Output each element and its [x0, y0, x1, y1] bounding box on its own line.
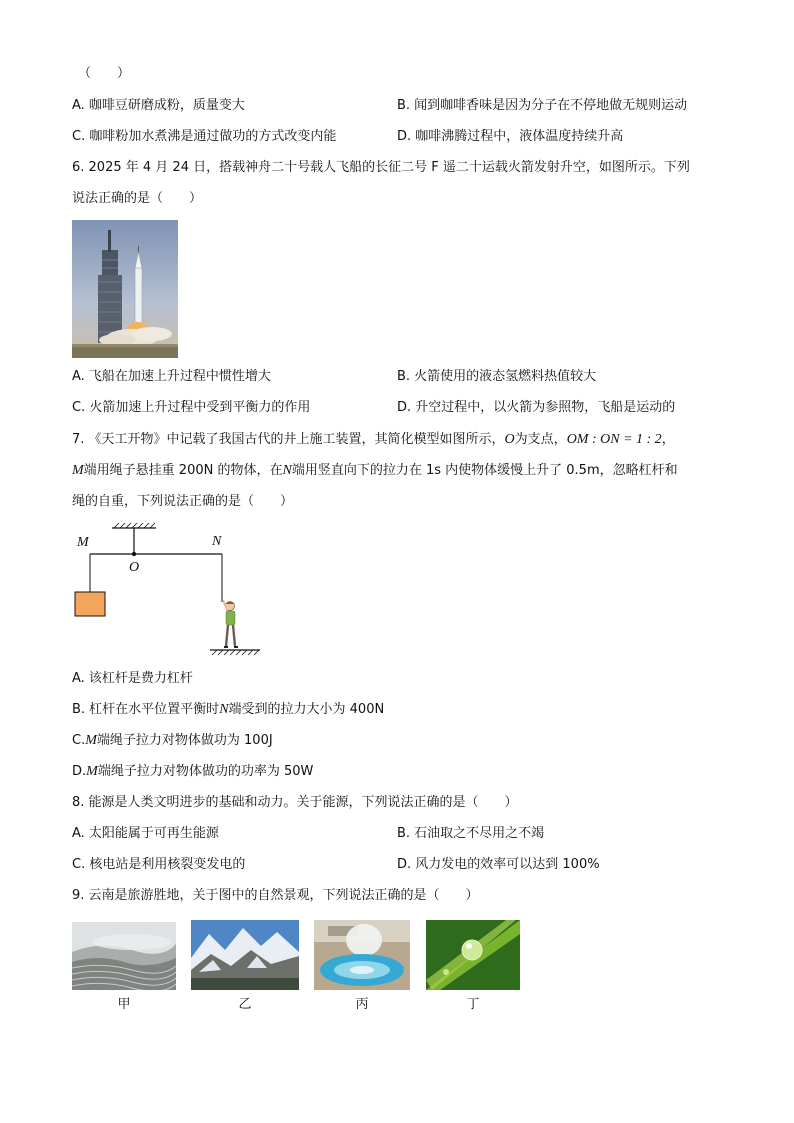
q7-stem-line1: [72, 432, 675, 449]
q7-option-c-pre: C.: [72, 733, 86, 748]
photo-dew-drop: [426, 920, 520, 990]
q8-option-d: D. 风力发电的效率可以达到 100%: [397, 857, 600, 872]
diagram-label-n: N: [212, 534, 222, 549]
q7-option-c-m: M: [85, 733, 97, 748]
q7-option-a: A. 该杠杆是费力杠杆: [72, 671, 193, 686]
q7-option-d-post: 端绳子拉力对物体做功的功率为 50W: [97, 764, 314, 779]
q5-option-a: A. 咖啡豆研磨成粉，质量变大: [72, 98, 245, 113]
q7-stem-text-b: 为支点，: [514, 432, 567, 447]
q9-stem: 9. 云南是旅游胜地，关于图中的自然景观，下列说法正确的是（ ）: [72, 888, 479, 903]
q7-stem-text-c: 端用绳子悬挂重 200N 的物体，在: [83, 463, 283, 478]
q6-option-c: C. 火箭加速上升过程中受到平衡力的作用: [72, 400, 311, 415]
q5-option-d: D. 咖啡沸腾过程中，液体温度持续升高: [397, 129, 624, 144]
q7-pivot-symbol: O: [504, 432, 515, 447]
caption-bing: 丙: [355, 997, 369, 1012]
q6-option-a: A. 飞船在加速上升过程中惯性增大: [72, 369, 271, 384]
diagram-label-m: M: [77, 535, 89, 550]
q6-stem-line1: 6. 2025 年 4 月 24 日，搭载神舟二十号载人飞船的长征二号 F 遥二十运载火箭发射升空，如图所示。下列: [72, 160, 690, 175]
q7-option-b: [72, 702, 384, 719]
caption-ding: 丁: [466, 997, 480, 1012]
photo-snow-mountains: [191, 920, 299, 990]
q8-stem: 8. 能源是人类文明进步的基础和动力。关于能源，下列说法正确的是（ ）: [72, 795, 518, 810]
q7-ratio-formula: OM : ON = 1 : 2: [566, 432, 662, 447]
q7-option-c-post: 端绳子拉力对物体做功为 100J: [96, 733, 273, 748]
lever-diagram: [70, 520, 270, 660]
q7-stem-line2: [72, 463, 678, 480]
q7-stem-text-a: 7. 《天工开物》中记载了我国古代的井上施工装置，其简化模型如图所示，: [72, 432, 505, 447]
q6-stem-line2: 说法正确的是（ ）: [72, 191, 203, 206]
photo-fog-terraces: [72, 922, 176, 990]
q7-stem-text-end: ，: [661, 432, 675, 447]
q6-option-d: D. 升空过程中，以火箭为参照物，飞船是运动的: [397, 400, 676, 415]
q8-option-a: A. 太阳能属于可再生能源: [72, 826, 219, 841]
q7-option-b-post: 端受到的拉力大小为 400N: [228, 702, 385, 717]
q7-option-c: [72, 733, 273, 750]
diagram-label-o: O: [129, 560, 140, 575]
q8-option-c: C. 核电站是利用核裂变发电的: [72, 857, 246, 872]
caption-jia: 甲: [117, 997, 131, 1012]
q7-m-symbol: M: [72, 463, 84, 478]
q8-option-b: B. 石油取之不尽用之不竭: [397, 826, 545, 841]
photo-hot-spring: [314, 920, 410, 990]
q5-option-c: C. 咖啡粉加水煮沸是通过做功的方式改变内能: [72, 129, 337, 144]
q7-option-d-pre: D.: [72, 764, 87, 779]
person-pulling-icon: [223, 600, 238, 647]
q5-option-b: B. 闻到咖啡香味是因为分子在不停地做无规则运动: [397, 98, 688, 113]
q7-stem-line3: 绳的自重，下列说法正确的是（ ）: [72, 494, 294, 509]
q7-option-b-n: N: [219, 702, 229, 717]
q6-option-b: B. 火箭使用的液态氢燃料热值较大: [397, 369, 597, 384]
q7-stem-text-d: 端用竖直向下的拉力在 1s 内使物体缓慢上升了 0.5m，忽略杠杆和: [291, 463, 678, 478]
q7-option-d-m: M: [86, 764, 98, 779]
q7-option-d: [72, 764, 313, 781]
caption-yi: 乙: [238, 997, 252, 1012]
q5-bracket: （ ）: [78, 66, 131, 81]
q7-n-symbol: N: [282, 463, 292, 478]
rocket-launch-photo: [72, 220, 178, 358]
q7-option-b-pre: B. 杠杆在水平位置平衡时: [72, 702, 220, 717]
